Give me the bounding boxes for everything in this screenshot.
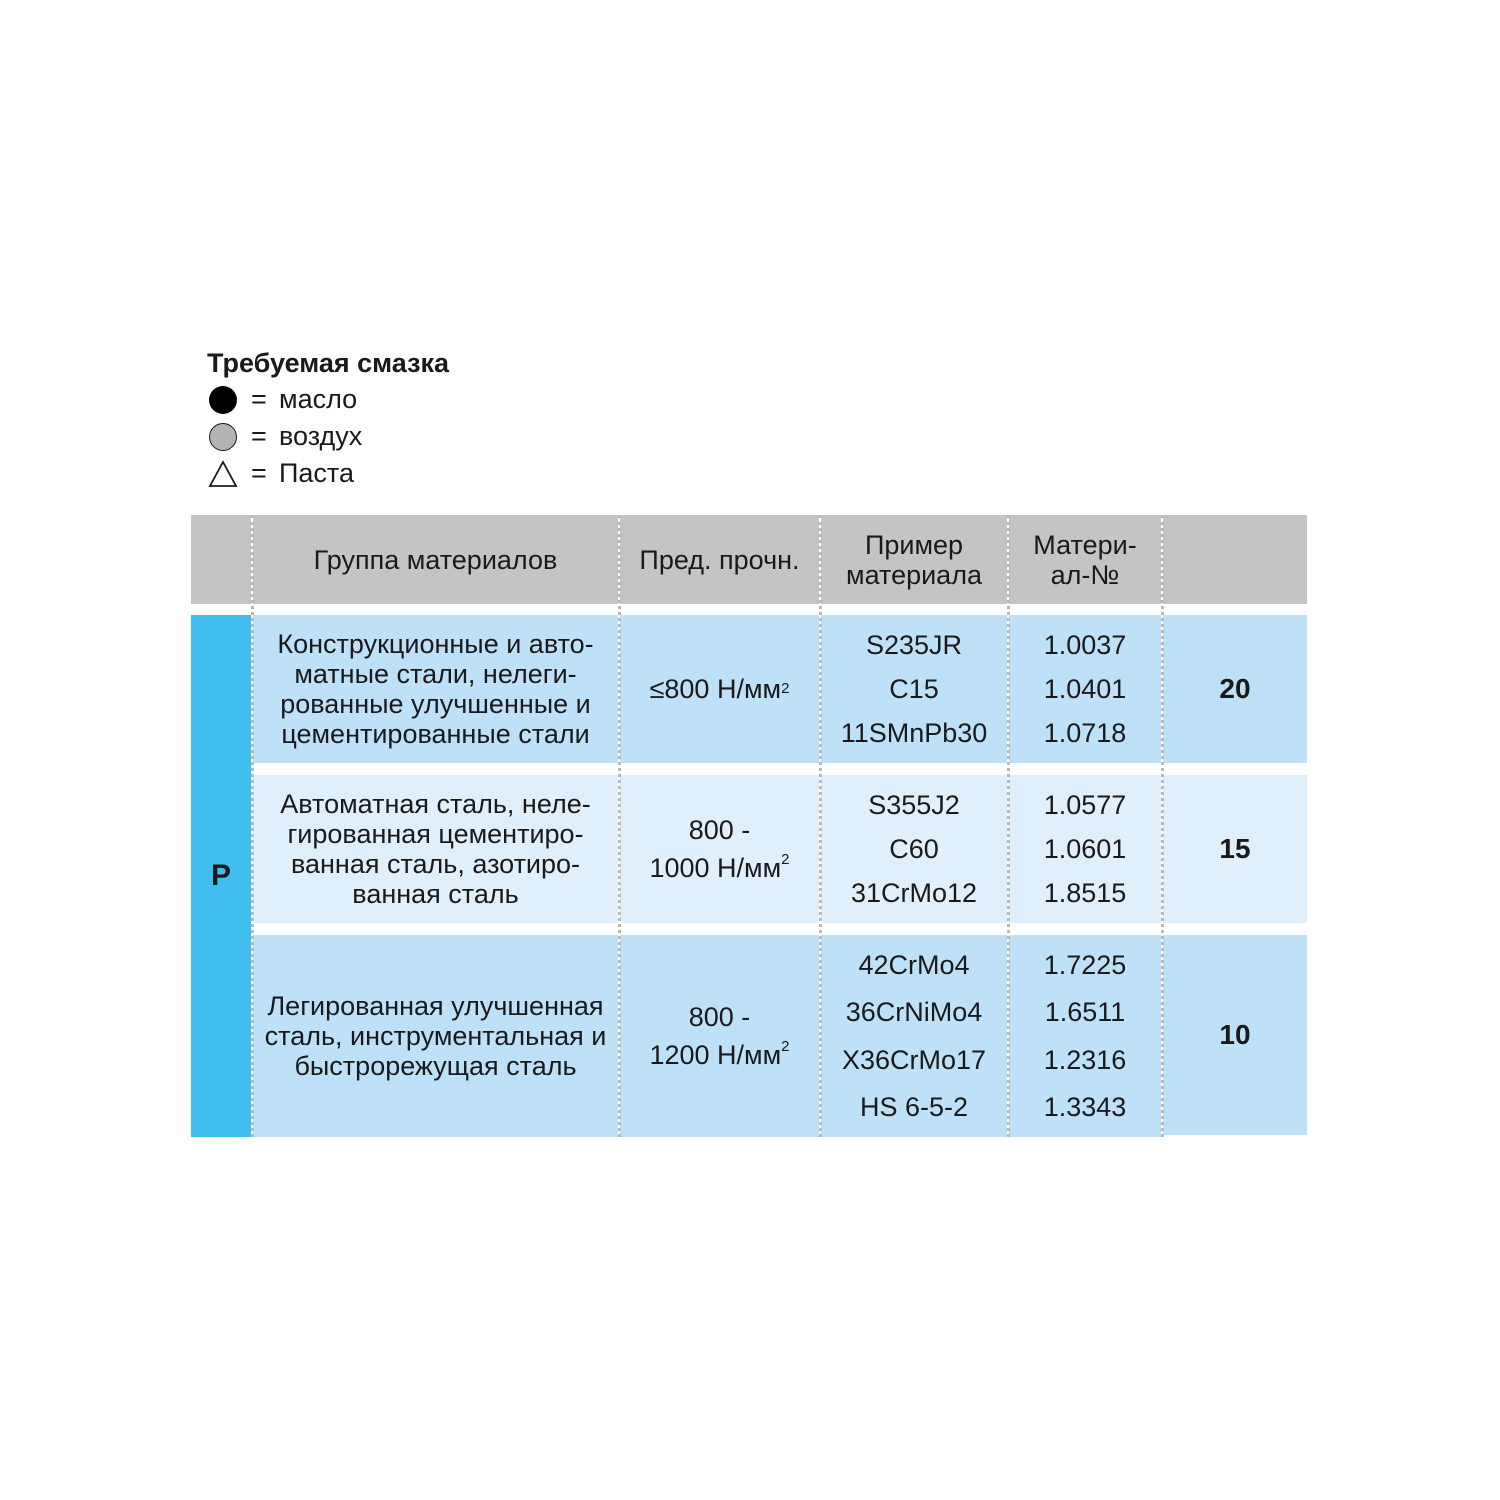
row2-strength-line1: 800 - [688,815,751,845]
header-number: Матери-ал-№ [1009,515,1161,604]
row2-strength-line2: 1000 $Н/мм^2$ [649,851,790,883]
materials-table [191,515,1307,1137]
row2-value: 15 [1163,775,1307,923]
example-value: S355J2 [868,790,960,820]
legend-label: воздух [279,421,363,451]
legend-title: Требуемая смазка [207,348,450,378]
example-value: C60 [889,834,939,864]
row3-strength-line2: 1200 $Н/мм^2$ [649,1038,790,1070]
material-number: 1.0401 [1043,674,1127,704]
column-divider [819,515,822,1137]
example-value: 36CrNiMo4 [845,997,983,1028]
row3-group: Легированная улучшенная сталь, инструментальная и быстрорежущая сталь [253,935,618,1137]
legend-equals: = [251,458,267,488]
legend-equals: = [251,384,267,414]
example-value: 11SMnPb30 [840,718,988,748]
column-divider [1007,515,1010,1137]
legend-equals: = [251,421,267,451]
row2-group: Автоматная сталь, неле-гированная цементиро-ванная сталь, азотиро-ванная сталь [253,775,618,923]
material-number: 1.0037 [1043,630,1127,660]
row3-value: 10 [1163,935,1307,1135]
row3-numbers [1009,935,1161,1137]
row3-strength [620,935,819,1137]
filled-circle-icon [207,384,239,416]
row2-strength [620,775,819,923]
material-number: 1.3343 [1043,1092,1127,1123]
header-blank-cell [191,515,251,604]
legend-item-oil [207,381,449,418]
grey-circle-icon [207,421,239,453]
example-value: X36CrMo17 [841,1044,987,1075]
lubrication-legend [207,345,449,492]
legend-label: Паста [279,458,355,488]
example-value: 42CrMo4 [858,949,970,980]
example-value: C15 [889,674,939,704]
material-number: 1.8515 [1043,878,1127,908]
column-divider [1161,515,1164,1137]
header-last [1163,515,1307,604]
row3-examples [821,935,1007,1137]
row1-value: 20 [1163,615,1307,763]
group-letter-p: P [191,615,251,1137]
material-number: 1.7225 [1043,949,1127,980]
triangle-icon [207,458,239,490]
row1-examples [821,615,1007,763]
row1-numbers [1009,615,1161,763]
row1-group: Конструкционные и авто-матные стали, нелеги-рованные улучшенные и цементированные стали [253,615,618,763]
legend-label: масло [279,384,358,414]
material-number: 1.0601 [1043,834,1127,864]
row2-numbers [1009,775,1161,923]
material-number: 1.6511 [1044,997,1126,1028]
column-divider [251,515,254,1137]
header-example: Пример материала [821,515,1007,604]
example-value: HS 6-5-2 [859,1092,969,1123]
row1-strength: ≤800 Н/мм 2 [620,615,819,763]
example-value: 31CrMo12 [850,878,978,908]
example-value: S235JR [865,630,963,660]
material-number: 1.0718 [1043,718,1127,748]
header-strength: Пред. прочн. [620,515,819,604]
legend-item-paste [207,455,449,492]
material-number: 1.2316 [1043,1044,1127,1075]
row1-strength-text: ≤800 Н/мм [649,674,782,704]
legend-item-air [207,418,449,455]
material-number: 1.0577 [1043,790,1127,820]
column-divider [618,515,621,1137]
row2-examples [821,775,1007,923]
header-group: Группа материалов [253,515,618,604]
row3-strength-line1: 800 - [688,1002,751,1032]
